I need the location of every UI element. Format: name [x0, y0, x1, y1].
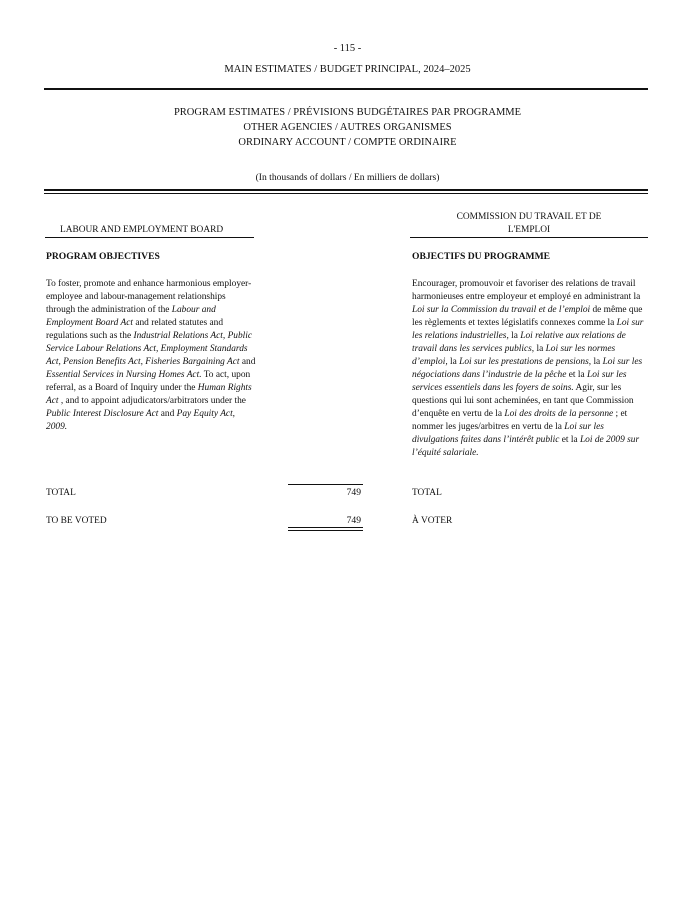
paragraph-text: and: [158, 409, 177, 419]
voted-label-english: TO BE VOTED: [46, 516, 107, 526]
paragraph-text: la: [534, 344, 546, 354]
voted-rule-top: [288, 527, 363, 528]
header-rule: [44, 88, 648, 90]
paragraph-text: la: [447, 357, 460, 367]
agency-underline-french: [410, 237, 648, 238]
paragraph-text: To act, upon referral, as a Board of Inquiry under the: [46, 370, 251, 393]
statute-reference: Loi sur les divulgations faites dans l’intérêt public: [412, 422, 604, 445]
paragraph-text: et la: [559, 435, 580, 445]
total-label-french: TOTAL: [412, 488, 442, 498]
agency-name-french: COMMISSION DU TRAVAIL ET DE L'EMPLOI: [456, 212, 602, 235]
voted-rule-bottom: [288, 530, 363, 531]
total-rule: [288, 484, 363, 485]
paragraph-text: , and to appoint adjudicators/arbitrators under the: [58, 396, 246, 406]
statute-reference: Loi de 2009 sur l’équité salariale.: [412, 435, 640, 458]
statute-reference: Labour and Employment Board Act: [46, 305, 216, 328]
statute-reference: Industrial Relations Act, Public Service Labour Relations Act, Employment Standards Act, Pension Benefits Act, Fisheries Bargaining Act: [46, 331, 253, 367]
statute-reference: Loi sur la Commission du travail et de l’emploi: [412, 305, 591, 315]
units-note: (In thousands of dollars / En milliers de dollars): [255, 172, 440, 183]
voted-label-french: À VOTER: [412, 516, 453, 526]
units-rule-bottom: [44, 193, 648, 195]
agency-name-english: LABOUR AND EMPLOYMENT BOARD: [60, 225, 224, 235]
paragraph-text: Encourager, promouvoir et favoriser des relations de travail harmonieuses entre employeur et employé en administrant la: [412, 279, 641, 302]
statute-reference: Loi sur les services essentiels dans les foyers de soins.: [412, 370, 627, 393]
objectives-heading-english: PROGRAM OBJECTIVES: [46, 251, 160, 262]
section-line-1: PROGRAM ESTIMATES / PRÉVISIONS BUDGÉTAIRES PAR PROGRAMME: [173, 107, 522, 118]
section-line-3: ORDINARY ACCOUNT / COMPTE ORDINAIRE: [238, 137, 457, 148]
document-title: MAIN ESTIMATES / BUDGET PRINCIPAL, 2024–2025: [224, 64, 471, 75]
paragraph-text: To foster, promote and enhance harmonious employer-employee and labour-management relationships through the administration of the: [46, 279, 252, 315]
statute-reference: Human Rights Act: [46, 383, 252, 406]
statute-reference: Public Interest Disclosure Act: [46, 409, 159, 419]
total-label-english: TOTAL: [46, 488, 76, 498]
statute-reference: Loi relative aux relations de travail dans les services publics,: [412, 331, 626, 354]
objectives-heading-french: OBJECTIFS DU PROGRAMME: [412, 251, 551, 262]
statute-reference: Loi sur les relations industrielles,: [412, 318, 644, 341]
paragraph-text: la: [591, 357, 603, 367]
statute-reference: Essential Services in Nursing Homes Act.: [46, 370, 202, 380]
total-amount: 749: [346, 487, 361, 498]
paragraph-text: la: [508, 331, 521, 341]
paragraph-text: Agir, sur les questions qui lui sont acheminées, en tant que Commission d’enquête en vertu de la: [412, 383, 634, 419]
section-line-2: OTHER AGENCIES / AUTRES ORGANISMES: [243, 122, 452, 133]
paragraph-text: and: [239, 357, 256, 367]
objectives-text-french: [412, 278, 648, 460]
paragraph-text: and related statutes and regulations such as the: [46, 318, 224, 341]
statute-reference: Loi des droits de la personne: [504, 409, 614, 419]
voted-amount: 749: [346, 515, 361, 526]
agency-underline-english: [45, 237, 254, 238]
paragraph-text: de même que les règlements et textes législatifs connexes comme la: [412, 305, 643, 328]
paragraph-text: et la: [566, 370, 587, 380]
statute-reference: Pay Equity Act, 2009.: [46, 409, 236, 432]
paragraph-text: ; et nommer les juges/arbitres en vertu de la: [412, 409, 628, 432]
statute-reference: Loi sur les prestations de pensions,: [459, 357, 592, 367]
statute-reference: Loi sur les normes d’emploi,: [412, 344, 616, 367]
units-rule-top: [44, 189, 648, 191]
page-number: - 115 -: [333, 43, 362, 54]
objectives-text-english: [46, 278, 256, 434]
statute-reference: Loi sur les négociations dans l’industrie de la pêche: [412, 357, 643, 380]
